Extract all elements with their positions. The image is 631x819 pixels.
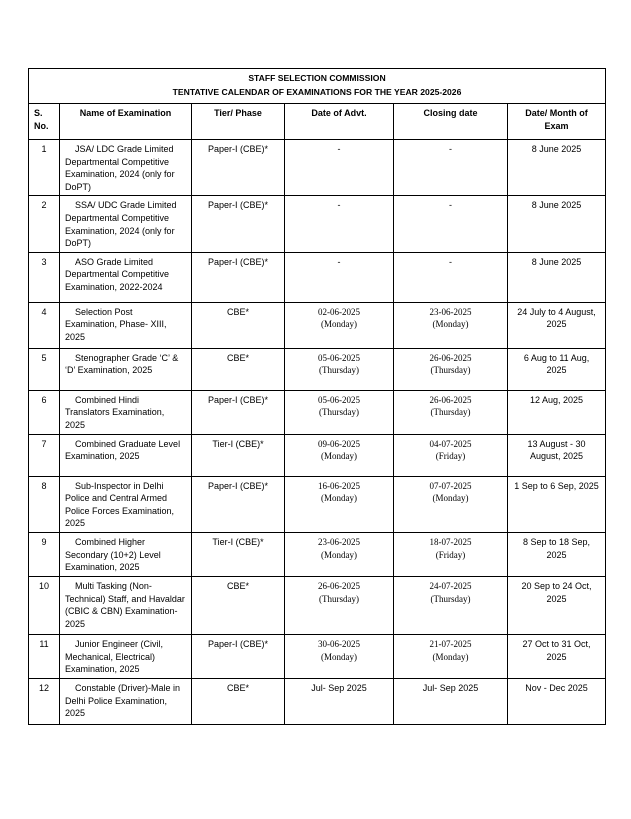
row-closing-day: (Friday): [435, 451, 466, 462]
row-advt: [285, 634, 394, 678]
row-advt-date: -: [337, 144, 341, 154]
row-sno: 11: [29, 634, 60, 678]
exam-name-text: Combined Graduate Level Examination, 2025: [65, 438, 181, 462]
row-closing: [394, 140, 508, 196]
col-header-tier: Tier/ Phase: [192, 104, 285, 140]
table-row: [29, 348, 606, 390]
row-closing-date: 18-07-2025: [429, 536, 472, 547]
row-tier: Paper-I (CBE)*: [192, 634, 285, 678]
row-closing-day: (Thursday): [430, 593, 471, 604]
row-sno: 3: [29, 252, 60, 302]
exam-name-text: Constable (Driver)-Male in Delhi Police Examination, 2025: [65, 682, 181, 719]
row-exam-date: 6 Aug to 11 Aug, 2025: [508, 348, 606, 390]
table-row: [29, 434, 606, 476]
row-exam-date: 12 Aug, 2025: [508, 390, 606, 434]
exam-name-text: SSA/ UDC Grade Limited Departmental Competitive Examination, 2024 (only for DoPT): [65, 200, 177, 249]
exam-name-text: Combined Hindi Translators Examination, 2025: [65, 394, 165, 430]
row-advt: [285, 140, 394, 196]
exam-name-text: Selection Post Examination, Phase- XIII, 2025: [65, 306, 167, 342]
row-exam-name: [60, 678, 192, 724]
table-row: [29, 302, 606, 348]
col-header-exam: Date/ Month of Exam: [508, 104, 606, 140]
row-closing-day: (Friday): [435, 549, 466, 560]
org-title: STAFF SELECTION COMMISSION: [248, 73, 386, 83]
row-advt-day: (Monday): [321, 493, 357, 504]
col-header-advt: Date of Advt.: [285, 104, 394, 140]
row-tier: Paper-I (CBE)*: [192, 476, 285, 532]
row-advt-day: (Thursday): [319, 407, 359, 418]
row-closing: [394, 678, 508, 724]
row-tier: CBE*: [192, 576, 285, 634]
exam-calendar-table: [28, 68, 606, 725]
title-row: [29, 69, 606, 104]
col-header-closing: Closing date: [394, 104, 508, 140]
row-exam-date: 8 June 2025: [508, 252, 606, 302]
table-row: [29, 678, 606, 724]
table-row: [29, 390, 606, 434]
row-advt: [285, 532, 394, 576]
row-exam-name: [60, 476, 192, 532]
row-advt-date: -: [337, 200, 341, 211]
table-row: [29, 476, 606, 532]
exam-name-text: ASO Grade Limited Departmental Competitive Examination, 2022-2024: [65, 256, 170, 292]
row-advt-date: Jul- Sep 2025: [311, 682, 367, 693]
row-advt: [285, 434, 394, 476]
row-exam-name: [60, 532, 192, 576]
row-exam-name: [60, 302, 192, 348]
exam-name-text: Multi Tasking (Non-Technical) Staff, and Havaldar (CBIC & CBN) Examination-2025: [65, 580, 185, 629]
calendar-subtitle: TENTATIVE CALENDAR OF EXAMINATIONS FOR THE YEAR 2025-2026: [172, 87, 462, 97]
row-sno: 2: [29, 196, 60, 252]
row-closing: [394, 252, 508, 302]
row-closing-day: (Monday): [432, 319, 469, 330]
row-exam-date: 27 Oct to 31 Oct, 2025: [508, 634, 606, 678]
row-tier: CBE*: [192, 302, 285, 348]
row-closing-date: -: [449, 144, 452, 154]
row-advt-date: 23-06-2025: [318, 536, 360, 547]
header-row: [29, 104, 606, 140]
title-cell: [29, 69, 606, 104]
row-advt-day: (Thursday): [319, 365, 359, 376]
row-closing: [394, 576, 508, 634]
exam-name-text: JSA/ LDC Grade Limited Departmental Competitive Examination, 2024 (only for DoPT): [65, 144, 175, 192]
row-sno: 5: [29, 348, 60, 390]
row-advt-day: (Monday): [321, 451, 357, 462]
row-advt-date: 05-06-2025: [318, 394, 360, 405]
row-closing: [394, 302, 508, 348]
row-tier: Paper-I (CBE)*: [192, 140, 285, 196]
row-sno: 10: [29, 576, 60, 634]
row-sno: 8: [29, 476, 60, 532]
row-exam-date: 24 July to 4 August, 2025: [508, 302, 606, 348]
table-row: [29, 576, 606, 634]
row-exam-date: 1 Sep to 6 Sep, 2025: [508, 476, 606, 532]
row-sno: 7: [29, 434, 60, 476]
row-advt: [285, 348, 394, 390]
row-closing: [394, 634, 508, 678]
row-closing-date: 07-07-2025: [429, 480, 472, 491]
row-sno: 4: [29, 302, 60, 348]
table-row: [29, 252, 606, 302]
row-closing-day: (Monday): [432, 651, 469, 662]
exam-name-text: Junior Engineer (Civil, Mechanical, Electrical) Examination, 2025: [65, 638, 164, 675]
row-closing-day: (Monday): [432, 493, 469, 504]
row-closing: [394, 476, 508, 532]
row-advt-date: 02-06-2025: [318, 306, 360, 317]
row-sno: 1: [29, 140, 60, 196]
row-exam-date: 8 Sep to 18 Sep, 2025: [508, 532, 606, 576]
row-closing-date: -: [449, 256, 452, 267]
row-closing-date: 04-07-2025: [429, 438, 472, 449]
row-advt: [285, 196, 394, 252]
row-advt-date: 16-06-2025: [318, 480, 360, 491]
row-advt-day: (Thursday): [319, 593, 359, 604]
row-tier: Paper-I (CBE)*: [192, 390, 285, 434]
row-exam-name: [60, 576, 192, 634]
exam-name-text: Sub-Inspector in Delhi Police and Central Armed Police Forces Examination, 2025: [65, 480, 175, 529]
row-advt-day: (Monday): [321, 549, 357, 560]
row-tier: Tier-I (CBE)*: [192, 532, 285, 576]
row-advt-day: (Monday): [321, 319, 357, 330]
row-exam-date: Nov - Dec 2025: [508, 678, 606, 724]
row-advt: [285, 252, 394, 302]
row-exam-name: [60, 196, 192, 252]
row-exam-name: [60, 140, 192, 196]
row-exam-date: 13 August - 30 August, 2025: [508, 434, 606, 476]
row-closing: [394, 348, 508, 390]
row-closing-date: -: [449, 200, 452, 211]
row-sno: 9: [29, 532, 60, 576]
row-exam-date: 8 June 2025: [508, 196, 606, 252]
row-tier: CBE*: [192, 678, 285, 724]
row-advt: [285, 576, 394, 634]
row-advt: [285, 678, 394, 724]
row-exam-name: [60, 348, 192, 390]
col-header-name: Name of Examination: [60, 104, 192, 140]
table-body: [29, 140, 606, 725]
row-closing-date: 23-06-2025: [429, 306, 472, 317]
row-closing-date: Jul- Sep 2025: [422, 682, 479, 693]
row-advt-date: 30-06-2025: [318, 638, 360, 649]
row-closing-day: (Thursday): [430, 365, 471, 376]
col-header-sno: S. No.: [29, 104, 60, 140]
row-exam-date: 8 June 2025: [508, 140, 606, 196]
table-row: [29, 196, 606, 252]
table-row: [29, 634, 606, 678]
row-exam-date: 20 Sep to 24 Oct, 2025: [508, 576, 606, 634]
row-closing: [394, 532, 508, 576]
row-advt-date: 05-06-2025: [318, 352, 360, 363]
exam-name-text: Stenographer Grade ‘C’ & ‘D’ Examination, 2025: [65, 352, 179, 376]
row-advt: [285, 390, 394, 434]
row-sno: 12: [29, 678, 60, 724]
row-advt: [285, 476, 394, 532]
row-closing: [394, 390, 508, 434]
row-advt-date: -: [337, 256, 341, 267]
row-advt: [285, 302, 394, 348]
row-closing-date: 26-06-2025: [429, 352, 472, 363]
row-closing-day: (Thursday): [430, 407, 471, 418]
row-closing: [394, 434, 508, 476]
row-tier: CBE*: [192, 348, 285, 390]
row-advt-date: 09-06-2025: [318, 438, 360, 449]
row-exam-name: [60, 390, 192, 434]
row-exam-name: [60, 634, 192, 678]
table-row: [29, 532, 606, 576]
row-closing-date: 24-07-2025: [429, 580, 472, 591]
row-closing: [394, 196, 508, 252]
row-tier: Paper-I (CBE)*: [192, 196, 285, 252]
table-row: [29, 140, 606, 196]
row-tier: Paper-I (CBE)*: [192, 252, 285, 302]
row-sno: 6: [29, 390, 60, 434]
row-exam-name: [60, 434, 192, 476]
exam-name-text: Combined Higher Secondary (10+2) Level Examination, 2025: [65, 536, 161, 573]
row-advt-day: (Monday): [321, 651, 357, 662]
row-tier: Tier-I (CBE)*: [192, 434, 285, 476]
row-closing-date: 21-07-2025: [429, 638, 472, 649]
row-advt-date: 26-06-2025: [318, 580, 360, 591]
row-closing-date: 26-06-2025: [429, 394, 472, 405]
row-exam-name: [60, 252, 192, 302]
